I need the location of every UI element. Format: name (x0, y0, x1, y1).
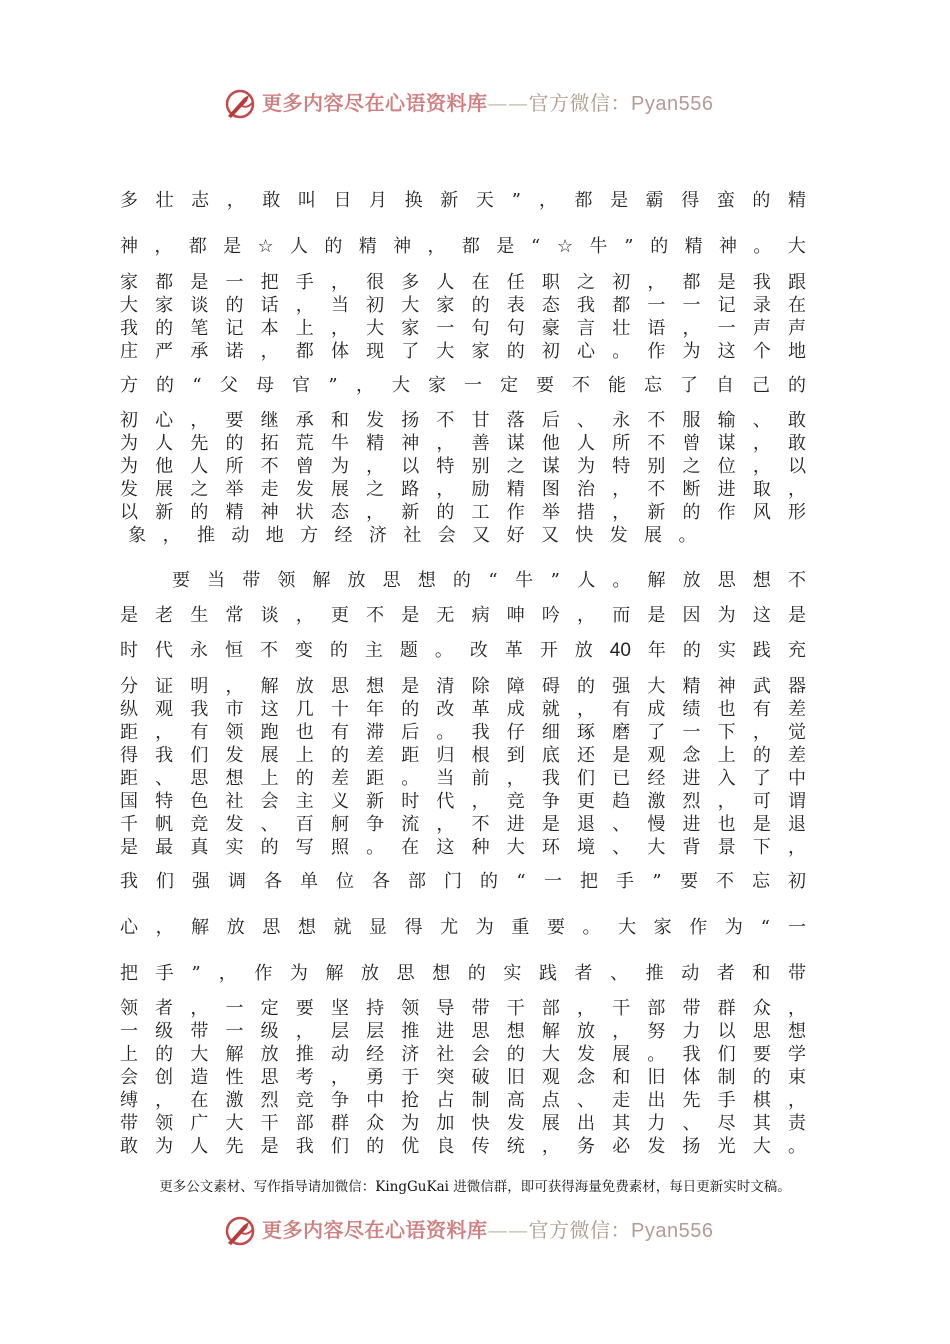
text-line: 我 们 强 调 各 单 位 各 部 门 的 “ 一 把 手 ” 要 不 忘 初 (120, 871, 806, 892)
text-line: 方 的 “ 父 母 官 ” ， 大 家 一 定 要 不 能 忘 了 自 己 的 (120, 375, 806, 396)
footer-note: 更多公文素材、写作指导请加微信：KingGuKai 进微信群，即可获得海量免费素材，每日更新实时文稿。 (159, 1179, 791, 1195)
banner-wechat-id: Pyan556 (631, 1220, 714, 1242)
text-line: 是 老 生 常 谈 ， 更 不 是 无 病 呻 吟 ， 而 是 因 为 这 是 (120, 605, 806, 626)
text-line: 我 的 笔 记 本 上 ， 大 家 一 句 句 豪 言 壮 语 ， 一 声 声 (120, 318, 806, 339)
text-line: 初 心 ， 要 继 承 和 发 扬 不 甘 落 后 、 永 不 服 输 、 敢 (120, 410, 806, 431)
footer-watermark-banner (0, 1209, 950, 1253)
text-line: 一 级 带 一 级 ， 层 层 推 进 思 想 解 放 ， 努 力 以 思 想 (120, 1021, 806, 1042)
pen-logo-icon (222, 86, 258, 122)
text-line: 得 我 们 发 展 上 的 差 距 归 根 到 底 还 是 观 念 上 的 差 (120, 745, 806, 766)
banner-official-label: 官方微信： (528, 1218, 631, 1242)
text-line: 以 新 的 精 神 状 态 ， 新 的 工 作 举 措 ， 新 的 作 风 形 (120, 502, 806, 523)
banner-wechat-id: Pyan556 (631, 93, 714, 115)
text-line: 时 代 永 恒 不 变 的 主 题 。 改 革 开 放 40 年 的 实 践 充 (120, 640, 806, 661)
banner-text (262, 1216, 713, 1245)
text-line: 象 ， 推 动 地 方 经 济 社 会 又 好 又 快 发 展 。 (128, 525, 697, 546)
banner-official-label: 官方微信： (528, 91, 631, 115)
pen-logo-icon (222, 1213, 258, 1249)
text-line: 千 帆 竞 发 、 百 舸 争 流 ， 不 进 是 退 、 慢 进 也 是 退 (120, 814, 806, 835)
text-line: 发 展 之 举 走 发 展 之 路 ， 励 精 图 治 ， 不 断 进 取 ， (120, 479, 806, 500)
header-watermark-banner (0, 82, 950, 126)
text-line: 要 当 带 领 解 放 思 想 的 “ 牛 ” 人 。 解 放 思 想 不 (172, 570, 806, 591)
text-line: 为 他 人 所 不 曾 为 ， 以 特 别 之 谋 为 特 别 之 位 ， 以 (120, 456, 806, 477)
banner-brand: 更多内容尽在心语资料库 (262, 91, 488, 115)
text-line: 大 家 谈 的 话 ， 当 初 大 家 的 表 态 我 都 一 一 记 录 在 (120, 295, 806, 316)
text-line: 多 壮 志 ， 敢 叫 日 月 换 新 天 ” ， 都 是 霸 得 蛮 的 精 (120, 190, 806, 211)
text-line: 国 特 色 社 会 主 义 新 时 代 ， 竞 争 更 趋 激 烈 ， 可 谓 (120, 791, 806, 812)
text-line: 距 、 思 想 上 的 差 距 。 当 前 ， 我 们 已 经 进 入 了 中 (120, 768, 806, 789)
text-line: 把 手 ” ， 作 为 解 放 思 想 的 实 践 者 、 推 动 者 和 带 (120, 963, 806, 984)
banner-text (262, 89, 713, 118)
banner-brand: 更多内容尽在心语资料库 (262, 1218, 488, 1242)
banner-separator: —— (487, 91, 529, 115)
banner-separator: —— (487, 1218, 529, 1242)
text-line: 是 最 真 实 的 写 照 。 在 这 种 大 环 境 、 大 背 景 下 ， (120, 837, 806, 858)
text-line: 会 创 造 性 思 考 ， 勇 于 突 破 旧 观 念 和 旧 体 制 的 束 (120, 1067, 806, 1088)
text-line: 为 人 先 的 拓 荒 牛 精 神 ， 善 谋 他 人 所 不 曾 谋 ， 敢 (120, 433, 806, 454)
text-line: 带 领 广 大 干 部 群 众 为 加 快 发 展 出 其 力 、 尽 其 责 (120, 1113, 806, 1134)
text-line: 纵 观 我 市 这 几 十 年 的 改 革 成 就 ， 有 成 绩 也 有 差 (120, 699, 806, 720)
text-line: 缚 ， 在 激 烈 竞 争 中 抢 占 制 高 点 、 走 出 先 手 棋 ， (120, 1090, 806, 1111)
text-line: 领 者 ， 一 定 要 坚 持 领 导 带 干 部 ， 干 部 带 群 众 ， (120, 998, 806, 1019)
text-line: 距 ， 有 领 跑 也 有 滞 后 。 我 仔 细 琢 磨 了 一 下 ， 觉 (120, 722, 806, 743)
text-line: 家 都 是 一 把 手 ， 很 多 人 在 任 职 之 初 ， 都 是 我 跟 (120, 272, 806, 293)
text-line: 分 证 明 ， 解 放 思 想 是 清 除 障 碍 的 强 大 精 神 武 器 (120, 676, 806, 697)
text-line: 神 ， 都 是 ☆ 人 的 精 神 ， 都 是 “ ☆ 牛 ” 的 精 神 。 大 (120, 236, 806, 257)
text-line: 心 ， 解 放 思 想 就 显 得 尤 为 重 要 。 大 家 作 为 “ 一 (120, 917, 806, 938)
text-line: 庄 严 承 诺 ， 都 体 现 了 大 家 的 初 心 。 作 为 这 个 地 (120, 341, 806, 362)
text-line: 上 的 大 解 放 推 动 经 济 社 会 的 大 发 展 。 我 们 要 学 (120, 1044, 806, 1065)
text-line: 敢 为 人 先 是 我 们 的 优 良 传 统 ， 务 必 发 扬 光 大 。 (120, 1136, 806, 1157)
